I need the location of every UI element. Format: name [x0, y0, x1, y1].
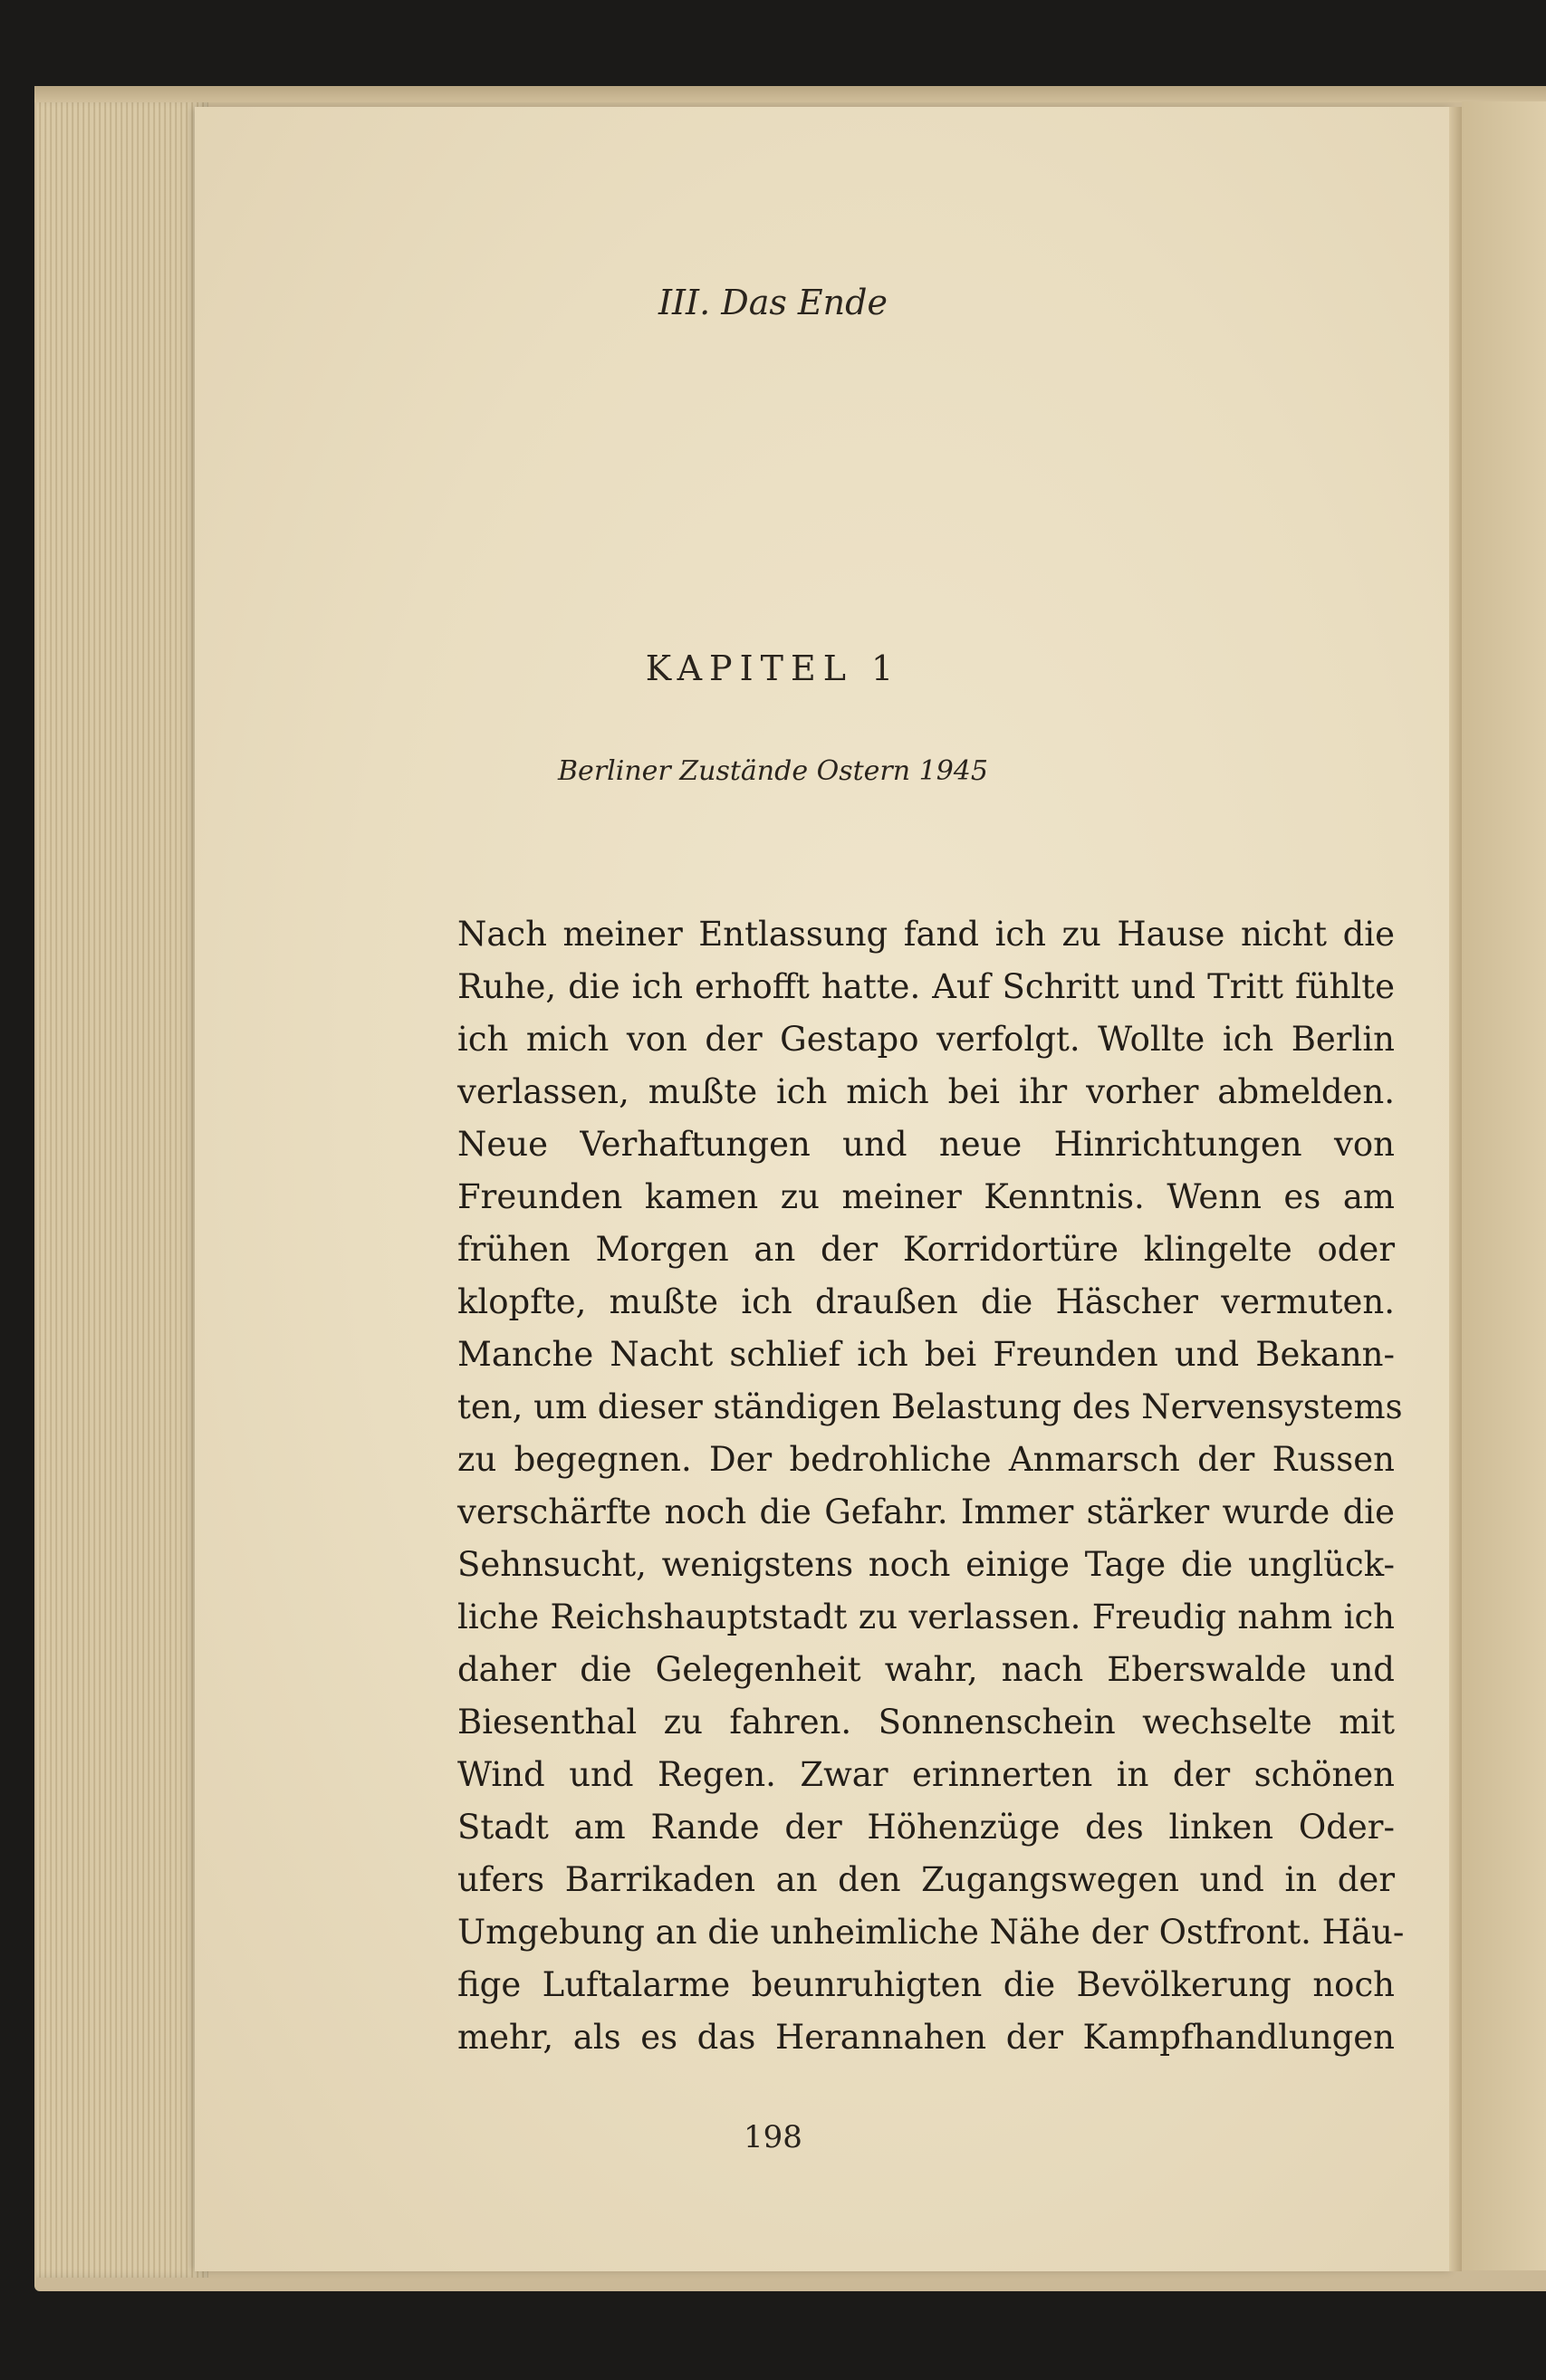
text-line: Stadt am Rande der Höhenzüge des linken Oder-: [457, 1808, 1395, 1847]
text-line: liche Reichshauptstadt zu verlassen. Freudig nahm ich: [457, 1598, 1395, 1636]
text-line: ufers Barrikaden an den Zugangswegen und in der: [457, 1860, 1395, 1899]
chapter-label: KAPITEL 1: [645, 648, 901, 688]
text-line: verschärfte noch die Gefahr. Immer stärker wurde die: [457, 1492, 1395, 1531]
part-title: III. Das Ende: [658, 283, 888, 322]
body-text: [457, 908, 1405, 2064]
text-line: Neue Verhaftungen und neue Hinrichtungen von: [457, 1125, 1395, 1164]
book-cover-top-edge: [34, 86, 1546, 102]
page-edges: [36, 100, 208, 2278]
book-gutter: [1449, 107, 1462, 2271]
text-line: klopfte, mußte ich draußen die Häscher vermuten.: [457, 1282, 1395, 1321]
text-line: Nach meiner Entlassung fand ich zu Hause nicht die: [457, 915, 1395, 954]
text-line: mehr, als es das Herannahen der Kampfhandlungen: [457, 2018, 1395, 2057]
text-line: verlassen, mußte ich mich bei ihr vorher abmelden.: [457, 1072, 1395, 1111]
page-number: 198: [744, 2119, 802, 2155]
text-line: Sehnsucht, wenigstens noch einige Tage die unglück-: [457, 1545, 1395, 1584]
text-line: Freunden kamen zu meiner Kenntnis. Wenn es am: [457, 1177, 1395, 1216]
text-line: Ruhe, die ich erhofft hatte. Auf Schritt und Tritt fühlte: [457, 967, 1395, 1006]
text-line: Umgebung an die unheimliche Nähe der Ostfront. Häu-: [457, 1913, 1405, 1952]
text-line: ich mich von der Gestapo verfolgt. Wollte ich Berlin: [457, 1020, 1395, 1059]
text-line: frühen Morgen an der Korridortüre klingelte oder: [457, 1230, 1395, 1269]
text-line: fige Luftalarme beunruhigten die Bevölkerung noch: [457, 1965, 1395, 2004]
text-line: Wind und Regen. Zwar erinnerten in der schönen: [457, 1755, 1395, 1794]
text-line: daher die Gelegenheit wahr, nach Eberswalde und: [457, 1650, 1395, 1689]
text-line: ten, um dieser ständigen Belastung des Nervensystems: [457, 1387, 1403, 1426]
text-line: Biesenthal zu fahren. Sonnenschein wechselte mit: [457, 1703, 1395, 1742]
chapter-subtitle: Berliner Zustände Ostern 1945: [558, 755, 988, 787]
text-line: zu begegnen. Der bedrohliche Anmarsch der Russen: [457, 1440, 1395, 1479]
facing-page-edge: [1462, 101, 1546, 2270]
text-line: Manche Nacht schlief ich bei Freunden und Bekann-: [457, 1335, 1395, 1374]
